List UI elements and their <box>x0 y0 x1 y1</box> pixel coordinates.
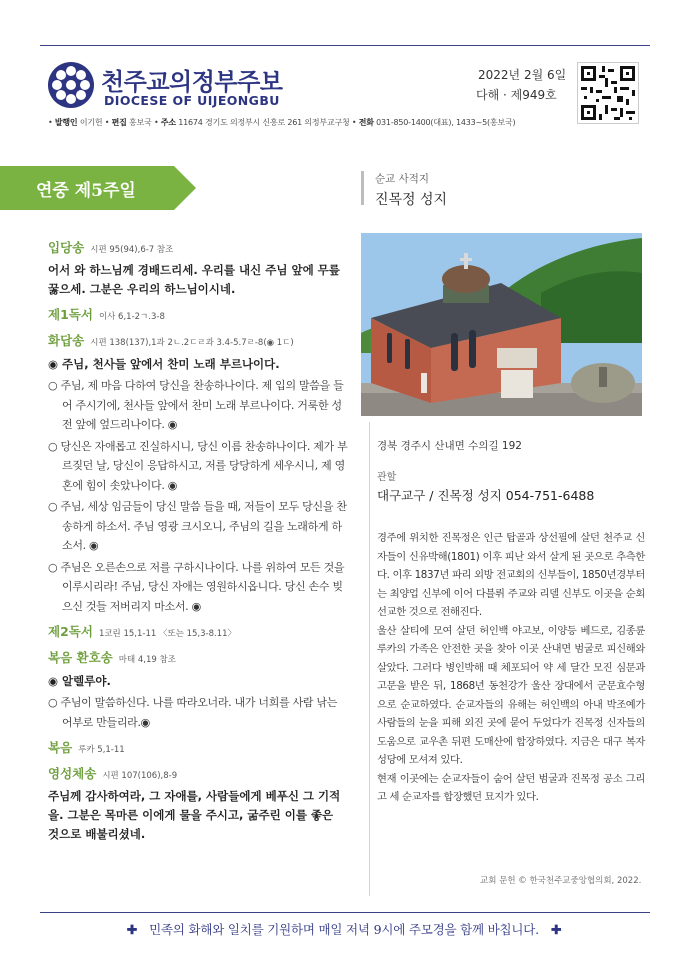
bulletin-title: 천주교의정부주보 <box>101 68 283 96</box>
copyright-credit: 교회 문헌 © 한국천주교중앙협의회, 2022. <box>480 876 642 886</box>
psalm-verse: ○ 주님, 제 마음 다하여 당신을 찬송하나이다. 제 입의 말씀을 들어 주시기에, 천사들 앞에서 찬미 노래 부르나이다. 거룩한 성전 앞에 엎드리나이다. ◉ <box>48 379 344 431</box>
gospel-acclamation-heading: 복음 환호송 마태 4,19 참조 <box>48 650 176 665</box>
gospel-heading: 복음 루카 5,1-11 <box>48 740 125 755</box>
publisher-info: • 발행인 이기헌 • 편집 홍보국 • 주소 11674 경기도 의정부시 신흥로 261 의정부교구청 • 전화 031-850-1400(대표), 1433~5(홍보국) <box>48 118 516 127</box>
gospel-acclamation-verse: ○ 주님이 말씀하신다. 나를 따라오너라. 내가 너희를 사람 낚는 어부로 만들리라.◉ <box>48 696 338 729</box>
paragraph: 경주에 위치한 진목정은 인근 탑골과 상선필에 살던 천주교 신자들이 신유박해(1801) 이후 피난 와서 살게 된 곳으로 추측한다. 이후 1837년 파리 외방 전교회의 신부들이, 1850년경부터는 최양업 신부에 이어 다블뤼 주교와 리델 신부도 이곳을 순회 선교한 것으로 전해진다. <box>377 532 645 618</box>
shrine-title: 진목정 성지 <box>375 192 448 208</box>
diocese-logo <box>48 62 94 108</box>
cross-icon: ✚ <box>126 922 138 937</box>
jurisdiction-info: 대구교구 / 진목정 성지 054-751-6488 <box>377 488 595 503</box>
footer-prayer: ✚ 민족의 화해와 일치를 기원하며 매일 저녁 9시에 주모경을 함께 바칩니다. ✚ <box>126 922 562 937</box>
entrance-antiphon-text: 어서 와 하느님께 경배드리세. 우리를 내신 주님 앞에 무릎 꿇으세. 그분은 우리의 하느님이시네. <box>48 263 340 296</box>
issue-date: 2022년 2월 6일 <box>478 68 567 82</box>
bulletin-subtitle: DIOCESE OF UIJEONGBU <box>104 93 280 108</box>
shrine-address: 경북 경주시 산내면 수의길 192 <box>377 440 522 452</box>
second-reading-heading: 제2독서 1코린 15,1-11 〈또는 15,3-8.11〉 <box>48 624 237 639</box>
psalm-response: ◉ 주님, 천사들 앞에서 찬미 노래 부르나이다. <box>48 357 280 371</box>
paragraph: 울산 살티에 모여 살던 허인백 야고보, 이양등 베드로, 김종륜 루카의 가족은 안전한 곳을 찾아 이곳 산내면 범굴로 피신해와 살았다. 그러다 병인박해 때 체포되어 약 세 달간 모진 심문과 고문을 받은 뒤, 1868년 동천강가 울산 장대에서 군문효수형으로 순교하였다. 순교자들의 유해는 허인백의 아내 박조예가 사람들의 눈을 피해 외진 곳에 묻어 두었다가 진목정 신자들의 도움으로 교우촌 뒤편 도매산에 합장하였다. 지금은 대구 복자 성당에 모셔져 있다. <box>377 624 645 766</box>
qr-code[interactable] <box>577 62 639 124</box>
top-rule <box>40 45 650 46</box>
bottom-rule <box>40 912 650 913</box>
issue-number: 다해 · 제949호 <box>476 88 557 102</box>
section-marker <box>361 171 364 205</box>
first-reading-heading: 제1독서 이사 6,1-2ㄱ.3-8 <box>48 307 165 322</box>
cross-icon: ✚ <box>550 922 562 937</box>
shrine-kicker: 순교 사적지 <box>375 173 430 185</box>
psalm-verse: ○ 당신은 자애롭고 진실하시니, 당신 이름 찬송하나이다. 제가 부르짖던 날, 당신이 응답하시고, 저를 당당하게 세우시니, 제 영혼에 힘이 솟았나이다. ◉ <box>48 439 348 492</box>
psalm-verse: ○ 주님은 오른손으로 저를 구하시나이다. 나를 위하여 모든 것을 이루시리라! 주님, 당신 자애는 영원하시옵니다. 당신 손수 빚으신 것들 저버리지 마소서. ◉ <box>48 560 345 613</box>
communion-antiphon-text: 주님께 감사하여라, 그 자애를, 사람들에게 베푸신 그 기적을. 그분은 목마른 이에게 물을 주시고, 굶주린 이를 좋은 것으로 배불리셨네. <box>48 789 341 841</box>
psalm-heading: 화답송 시편 138(137),1과 2ㄴ.2ㄷㄹ과 3.4-5.7ㄹ-8(◉ 1ㄷ) <box>48 333 294 348</box>
entrance-antiphon-heading: 입당송 시편 95(94),6-7 참조 <box>48 240 174 255</box>
liturgy-column <box>48 232 348 844</box>
paragraph: 현재 이곳에는 순교자들이 숨어 살던 범굴과 진목정 공소 그리고 세 순교자를 합장했던 묘지가 있다. <box>377 772 645 803</box>
shrine-description <box>377 529 645 807</box>
communion-antiphon-heading: 영성체송 시편 107(106),8-9 <box>48 766 178 781</box>
sunday-title: 연중 제5주일 <box>36 181 136 201</box>
column-divider <box>369 422 370 896</box>
gospel-acclamation-response: ◉ 알렐루야. <box>48 674 111 688</box>
jurisdiction-label: 관할 <box>377 472 397 483</box>
psalm-verse: ○ 주님, 세상 임금들이 당신 말씀 들을 때, 저들이 모두 당신을 찬송하게 하소서. 주님 영광 크시오니, 주님의 길을 노래하게 하소서. ◉ <box>48 500 347 552</box>
shrine-photo <box>361 233 642 416</box>
